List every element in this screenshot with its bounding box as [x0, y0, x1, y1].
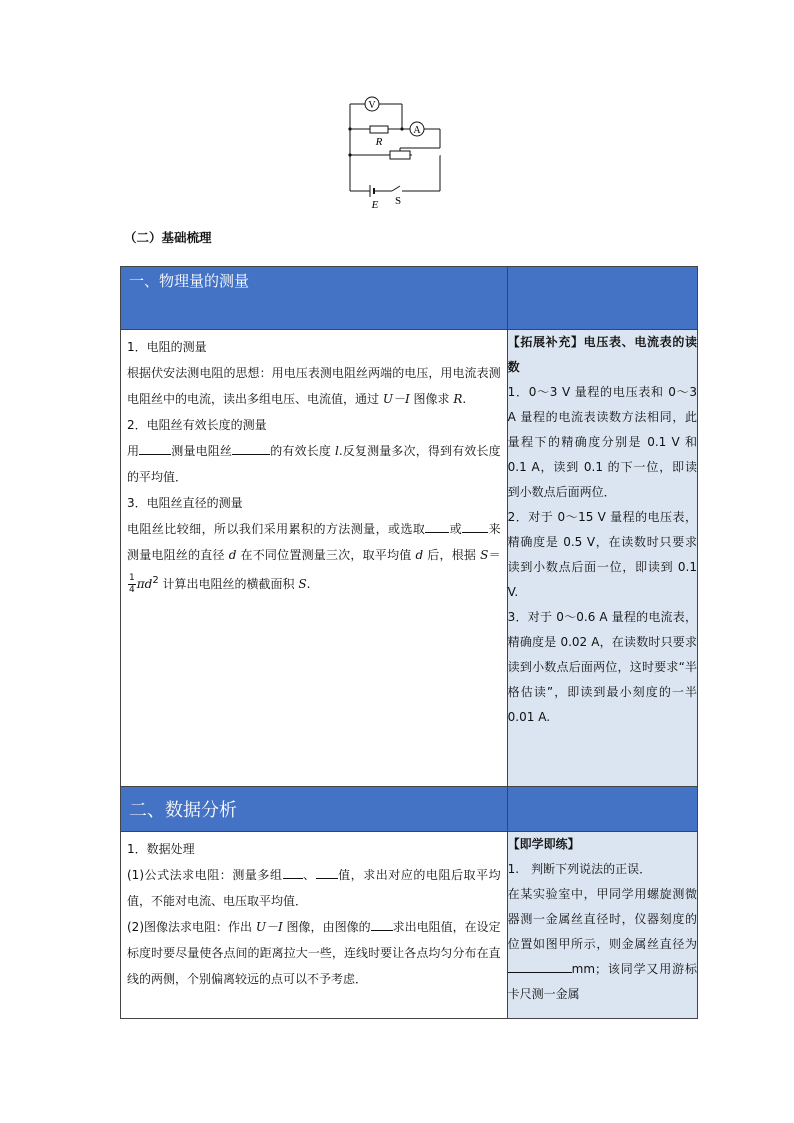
source-label: E [371, 199, 379, 211]
exercise-paragraph: 1. 判断下列说法的正误． [507, 862, 652, 876]
resistor-label: R [375, 136, 383, 148]
section-heading: （二）基础梳理 [124, 230, 212, 245]
ammeter-label: A [413, 125, 421, 136]
note-paragraph: 3．对于 0～0.6 A 量程的电流表，精确度是 0.02 A，在读数时只要求读到小数点后面两位，这时要求“半格估读”，即读到最小刻度的一半 0.01 A. [507, 610, 697, 724]
section2-header-right [507, 787, 697, 832]
item-heading: 2．电阻丝有效长度的测量 [127, 418, 267, 432]
section2-exercise-cell [507, 832, 697, 1019]
section2-title: 二、数据分析 [129, 800, 237, 821]
fill-blank[interactable] [508, 958, 572, 973]
content-table [120, 266, 698, 1019]
exercise-title: 【即学即练】 [507, 837, 580, 851]
section1-left-cell [121, 330, 508, 787]
fill-blank[interactable] [371, 916, 393, 931]
item-heading: 3．电阻丝直径的测量 [127, 496, 243, 510]
item-heading: 1．数据处理 [127, 842, 195, 856]
section2-left-cell [121, 832, 508, 1019]
fill-blank[interactable] [462, 518, 488, 533]
circuit-diagram [340, 94, 450, 214]
section1-note-cell [507, 330, 697, 787]
paragraph: 根据伏安法测电阻的思想：用电压表测电阻丝两端的电压，用电流表测电阻丝中的电流，读出多组电压、电流值，通过 U－I 图像求 R. [127, 366, 501, 406]
note-title: 【拓展补充】电压表、电流表的读数 [507, 335, 697, 374]
switch-label: S [394, 195, 402, 207]
voltmeter-label: V [368, 100, 376, 111]
fraction: $\frac{1}{4}$ [129, 573, 135, 595]
section2-header [121, 787, 508, 832]
paragraph: 用 测量电阻丝 的有效长度 l.反复测量多次，得到有效长度的平均值． [127, 438, 501, 490]
fill-blank[interactable] [316, 864, 338, 879]
section1-header [121, 267, 508, 330]
fill-blank[interactable] [232, 440, 270, 455]
note-paragraph: 1．0～3 V 量程的电压表和 0～3 A 量程的电流表读数方法相同，此量程下的精确度分别是 0.1 V 和 0.1 A，读到 0.1 的下一位，即读到小数点后面两位． [507, 385, 697, 499]
item-heading: 1．电阻的测量 [127, 340, 207, 354]
paragraph: (2)图像法求电阻：作出 U－I 图像，由图像的 求出电阻值，在设定标度时要尽量使各点间的距离拉大一些，连线时要让各点均匀分布在直线的两侧，个别偏离较远的点可以不予考虑． [127, 914, 501, 992]
paragraph: 电阻丝比较细，所以我们采用累积的方法测量，或选取 或 来测量电阻丝的直径 d 在不同位置测量三次，取平均值 d 后，根据 S＝ $\frac{1}{4}$ $\pi d^2$ 计算出电阻丝的横截面积 S. [127, 516, 501, 597]
fill-blank[interactable] [283, 864, 303, 879]
circuit-schematic [340, 94, 450, 214]
paragraph: (1)公式法求电阻：测量多组 、 值，求出对应的电阻后取平均值，不能对电流、电压取平均值． [127, 862, 501, 914]
note-paragraph: 2．对于 0～15 V 量程的电压表，精确度是 0.5 V，在读数时只要求读到小数点后面一位，即读到 0.1 V. [507, 510, 697, 599]
section1-header-right [507, 267, 697, 330]
fill-blank[interactable] [425, 518, 449, 533]
exercise-paragraph: 在某实验室中，甲同学用螺旋测微器测一金属丝直径时，仪器刻度的位置如图甲所示，则金属丝直径为mm；该同学又用游标卡尺测一金属 [507, 887, 697, 1001]
section1-title: 一、物理量的测量 [129, 272, 250, 290]
fill-blank[interactable] [139, 440, 171, 455]
